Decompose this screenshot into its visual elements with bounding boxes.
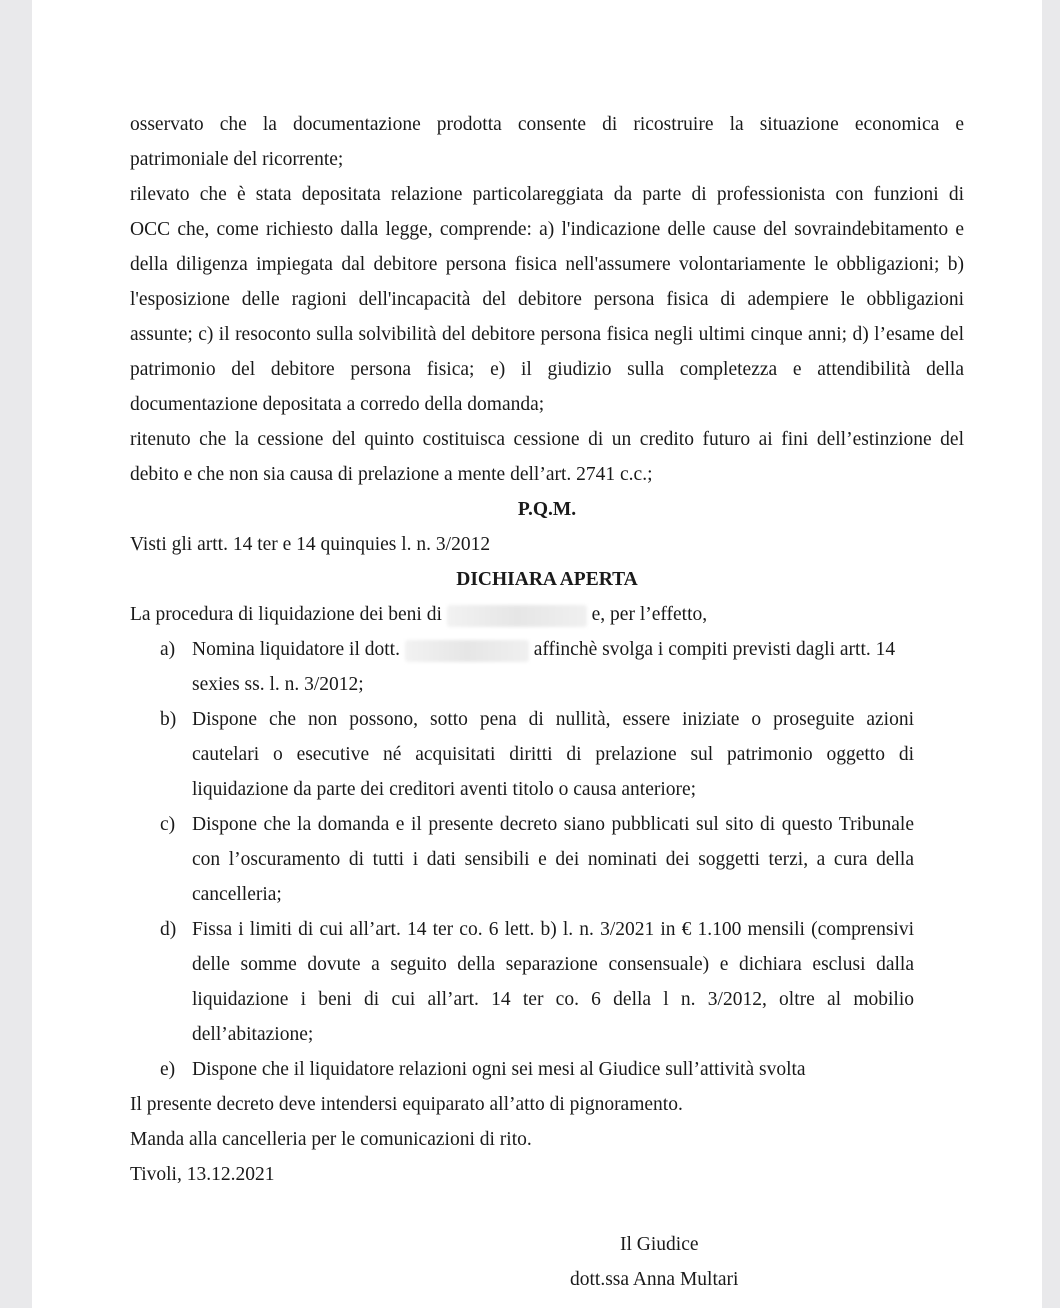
body-line: debito e che non sia causa di prelazione a mente dell’art. 2741 c.c.;: [130, 464, 653, 485]
body-line: assunte; c) il resoconto sulla solvibilità del debitore persona fisica negli ultimi cinque anni; d) l’esame del: [130, 324, 964, 345]
signature-role: Il Giudice: [620, 1234, 699, 1255]
body-line: rilevato che è stata depositata relazione particolareggiata da parte di professionista con funzioni di: [130, 184, 964, 205]
body-line: patrimoniale del ricorrente;: [130, 149, 344, 170]
item-d-line: delle somme dovute a seguito della separazione consensuale) e dichiara esclusi dalla: [192, 954, 914, 975]
item-a-suffix: affinchè svolga i compiti previsti dagli artt. 14: [533, 639, 896, 660]
body-line: della diligenza impiegata dal debitore persona fisica nell'assumere volontariamente le obbligazioni; b): [130, 254, 964, 275]
item-d-line: dell’abitazione;: [192, 1024, 314, 1045]
item-b-line: liquidazione da parte dei creditori aventi titolo o causa anteriore;: [192, 779, 697, 800]
body-line: OCC che, come richiesto dalla legge, comprende: a) l'indicazione delle cause del sovraindebitamento e: [130, 219, 964, 240]
item-letter-d: d): [160, 919, 177, 940]
item-e-line: Dispone che il liquidatore relazioni ogni sei mesi al Giudice sull’attività svolta: [192, 1059, 806, 1080]
item-letter-b: b): [160, 709, 177, 730]
body-line: ritenuto che la cessione del quinto costituisca cessione di un credito futuro ai fini dell’estinzione del: [130, 429, 964, 450]
body-line: l'esposizione delle ragioni dell'incapacità del debitore persona fisica di adempiere le obbligazioni: [130, 289, 964, 310]
item-d-line: liquidazione i beni di cui all’art. 14 ter co. 6 della l n. 3/2012, oltre al mobilio: [192, 989, 914, 1010]
procedura-prefix: La procedura di liquidazione dei beni di: [130, 604, 442, 625]
item-letter-c: c): [160, 814, 176, 835]
procedura-line: [130, 602, 964, 628]
pqm-heading: P.Q.M.: [517, 499, 577, 520]
body-line: osservato che la documentazione prodotta consente di ricostruire la situazione economica e: [130, 114, 964, 135]
item-d-line: Fissa i limiti di cui all’art. 14 ter co. 6 lett. b) l. n. 3/2021 in € 1.100 mensili (comprensivi: [192, 919, 914, 940]
dichiara-heading: DICHIARA APERTA: [456, 569, 638, 590]
date-place-line: Tivoli, 13.12.2021: [130, 1164, 275, 1185]
closing-line: Il presente decreto deve intendersi equiparato all’atto di pignoramento.: [130, 1094, 683, 1115]
item-a-prefix: Nomina liquidatore il dott.: [192, 639, 400, 660]
item-a-line: sexies ss. l. n. 3/2012;: [192, 674, 364, 695]
closing-line: Manda alla cancelleria per le comunicazioni di rito.: [130, 1129, 532, 1150]
item-b-line: cautelari o esecutive né acquisitati diritti di prelazione sul patrimonio oggetto di: [192, 744, 914, 765]
document-page: [32, 0, 1042, 1308]
signature-name: dott.ssa Anna Multari: [570, 1269, 739, 1290]
item-c-line: cancelleria;: [192, 884, 282, 905]
redacted-liquidator-name: [405, 640, 529, 662]
redacted-name: [447, 605, 587, 627]
item-c-line: Dispone che la domanda e il presente decreto siano pubblicati sul sito di questo Tribunale: [192, 814, 914, 835]
item-c-line: con l’oscuramento di tutti i dati sensibili e dei nominati dei soggetti terzi, a cura della: [192, 849, 914, 870]
item-b-line: Dispone che non possono, sotto pena di nullità, essere iniziate o proseguite azioni: [192, 709, 914, 730]
item-letter-e: e): [160, 1059, 176, 1080]
visti-line: Visti gli artt. 14 ter e 14 quinquies l. n. 3/2012: [130, 534, 491, 555]
procedura-suffix: e, per l’effetto,: [591, 604, 708, 625]
item-letter-a: a): [160, 639, 176, 660]
item-a-line: [192, 637, 914, 663]
body-line: documentazione depositata a corredo della domanda;: [130, 394, 545, 415]
body-line: patrimonio del debitore persona fisica; e) il giudizio sulla completezza e attendibilità della: [130, 359, 964, 380]
